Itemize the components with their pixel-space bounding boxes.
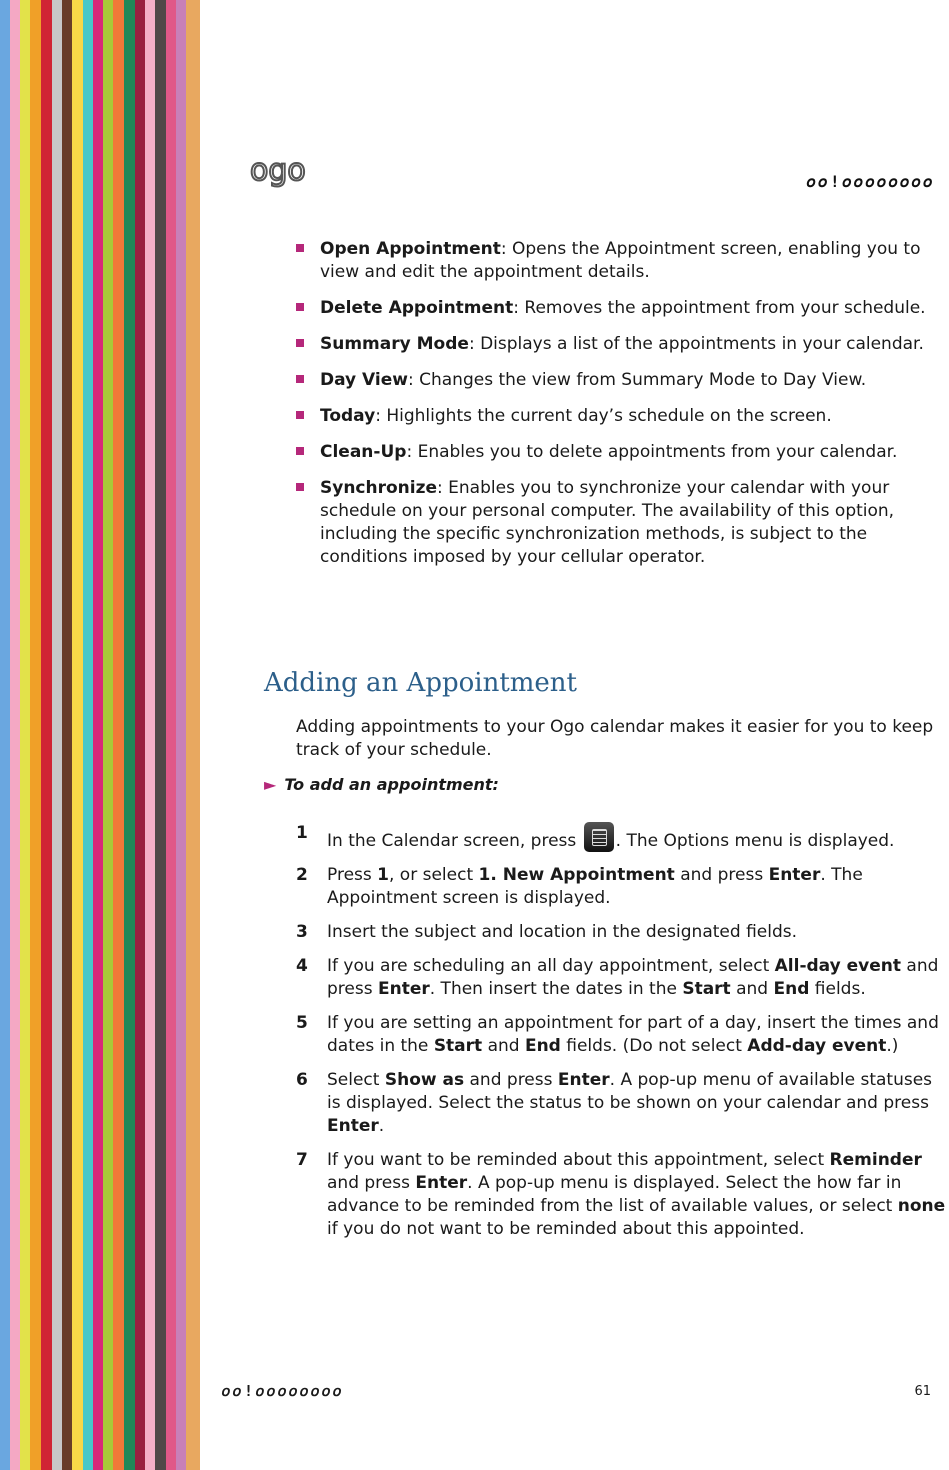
step-emphasis: 1 [377, 865, 389, 885]
step-number: 4 [296, 956, 308, 976]
step-text: If you want to be reminded about this appointment, select [327, 1150, 830, 1170]
step-emphasis: All-day event [774, 956, 901, 976]
option-description: Removes the appointment from your schedule. [519, 298, 926, 318]
step-emphasis: Start [433, 1036, 483, 1056]
option-term: Today [320, 406, 376, 426]
step-item [296, 822, 946, 853]
square-bullet-icon [296, 375, 304, 383]
option-description: Highlights the current day’s schedule on the screen. [380, 406, 832, 426]
step-text: .) [886, 1036, 899, 1056]
square-bullet-icon [296, 244, 304, 252]
arrow-right-icon: ► [264, 775, 277, 794]
step-text: Insert the subject and location in the designated fields. [327, 922, 798, 942]
option-item [296, 477, 946, 569]
option-term: Open Appointment [320, 239, 501, 259]
step-item [296, 955, 946, 1001]
step-number: 5 [296, 1013, 308, 1033]
step-emphasis: Add-day event [747, 1036, 887, 1056]
option-description: Enables you to synchronize your calendar with your schedule on your personal computer. The availability of this option, including the specific synchronization methods, is subject to the conditions imposed by your cellular operator. [320, 478, 895, 567]
stripe [176, 0, 186, 1470]
option-term: Delete Appointment [320, 298, 514, 318]
step-item [296, 921, 946, 944]
option-item [296, 441, 946, 464]
stripe [155, 0, 166, 1470]
step-text: and press [327, 956, 939, 999]
step-text: . The Options menu is displayed. [615, 831, 895, 851]
step-emphasis: Enter [377, 979, 430, 999]
step-text: If you are scheduling an all day appointment, select [327, 956, 775, 976]
option-term: Summary Mode [320, 334, 469, 354]
step-item [296, 1149, 946, 1241]
step-number: 2 [296, 865, 308, 885]
stripe [135, 0, 145, 1470]
step-text: Press [327, 865, 378, 885]
page-number: 61 [914, 1384, 931, 1399]
stripe [0, 0, 10, 1470]
step-text: . Then insert the dates in the [429, 979, 683, 999]
step-text: fields. (Do not select [560, 1036, 748, 1056]
option-item [296, 297, 946, 320]
option-separator: : [513, 298, 520, 318]
option-term: Day View [320, 370, 408, 390]
step-emphasis: Enter [327, 1116, 379, 1136]
option-separator: : [375, 406, 381, 426]
stripe [103, 0, 113, 1470]
step-text: . [378, 1116, 385, 1136]
square-bullet-icon [296, 411, 304, 419]
step-item [296, 1069, 946, 1138]
option-separator: : [437, 478, 443, 498]
stripe [93, 0, 103, 1470]
stripe [113, 0, 124, 1470]
step-text: . A pop-up menu of available statuses is displayed. Select the status to be shown on your calendar and press [327, 1070, 933, 1113]
stripe [72, 0, 83, 1470]
option-separator: : [407, 370, 414, 390]
step-text: and press [674, 865, 769, 885]
section-intro: Adding appointments to your Ogo calendar makes it easier for you to keep track of your schedule. [296, 717, 934, 760]
stripe [10, 0, 20, 1470]
option-separator: : [406, 442, 413, 462]
procedure-title-text: To add an appointment: [284, 775, 499, 794]
stripe [145, 0, 155, 1470]
stripe [41, 0, 52, 1470]
option-item [296, 238, 946, 284]
procedure-title [264, 775, 499, 794]
square-bullet-icon [296, 339, 304, 347]
step-text: fields. [809, 979, 866, 999]
step-number: 6 [296, 1070, 308, 1090]
step-emphasis: Enter [768, 865, 821, 885]
step-number: 1 [296, 823, 308, 843]
option-term: Clean-Up [320, 442, 407, 462]
step-emphasis: End [773, 979, 810, 999]
step-text: . The Appointment screen is displayed. [327, 865, 863, 908]
option-separator: : [500, 239, 507, 259]
option-description: Enables you to delete appointments from your calendar. [412, 442, 898, 462]
ogo-logo [250, 152, 330, 188]
step-emphasis: Enter [415, 1173, 468, 1193]
step-text: if you do not want to be reminded about this appointed. [327, 1219, 805, 1239]
option-item [296, 405, 946, 428]
square-bullet-icon [296, 447, 304, 455]
stripe [166, 0, 176, 1470]
step-text: , or select [389, 865, 479, 885]
section-heading: Adding an Appointment [264, 668, 578, 698]
option-item [296, 369, 946, 392]
stripe [20, 0, 30, 1470]
step-item [296, 864, 946, 910]
step-text: . A pop-up menu is displayed. Select the how far in advance to be reminded from the list of available values, or select [327, 1173, 902, 1216]
option-description: Displays a list of the appointments in your calendar. [474, 334, 924, 354]
option-term: Synchronize [320, 478, 438, 498]
step-emphasis: Enter [557, 1070, 610, 1090]
stripe [62, 0, 72, 1470]
option-description: Changes the view from Summary Mode to Day View. [413, 370, 867, 390]
step-text: In the Calendar screen, press [327, 831, 582, 851]
step-text: Select [327, 1070, 385, 1090]
option-separator: : [468, 334, 475, 354]
option-description: Opens the Appointment screen, enabling you to view and edit the appointment details. [320, 239, 921, 282]
stripe [83, 0, 93, 1470]
stripe [52, 0, 62, 1470]
logo-text: ogo [250, 153, 306, 188]
footer-title: 𝑜𝑜!𝑜𝑜𝑜𝑜𝑜𝑜𝑜𝑜 [222, 1382, 345, 1400]
step-number: 7 [296, 1150, 308, 1170]
step-emphasis: Start [682, 979, 731, 999]
stripe [186, 0, 200, 1470]
options-list [296, 238, 946, 582]
square-bullet-icon [296, 483, 304, 491]
step-number: 3 [296, 922, 308, 942]
step-item [296, 1012, 946, 1058]
option-item [296, 333, 946, 356]
step-text: and [730, 979, 774, 999]
steps-list [296, 822, 946, 1252]
step-emphasis: Reminder [829, 1150, 922, 1170]
menu-key-icon [584, 822, 614, 852]
stripe [30, 0, 41, 1470]
step-emphasis: End [524, 1036, 561, 1056]
step-text: If you are setting an appointment for part of a day, insert the times and dates in the [327, 1013, 939, 1056]
square-bullet-icon [296, 303, 304, 311]
stripe [124, 0, 135, 1470]
step-text: and press [464, 1070, 558, 1090]
step-text: and press [327, 1173, 416, 1193]
header-title: 𝑜𝑜!𝑜𝑜𝑜𝑜𝑜𝑜𝑜𝑜 [806, 172, 935, 191]
step-emphasis: 1. New Appointment [478, 865, 675, 885]
step-emphasis: Show as [384, 1070, 465, 1090]
step-emphasis: none [897, 1196, 946, 1216]
step-text: and [482, 1036, 525, 1056]
decorative-stripes [0, 0, 200, 1470]
